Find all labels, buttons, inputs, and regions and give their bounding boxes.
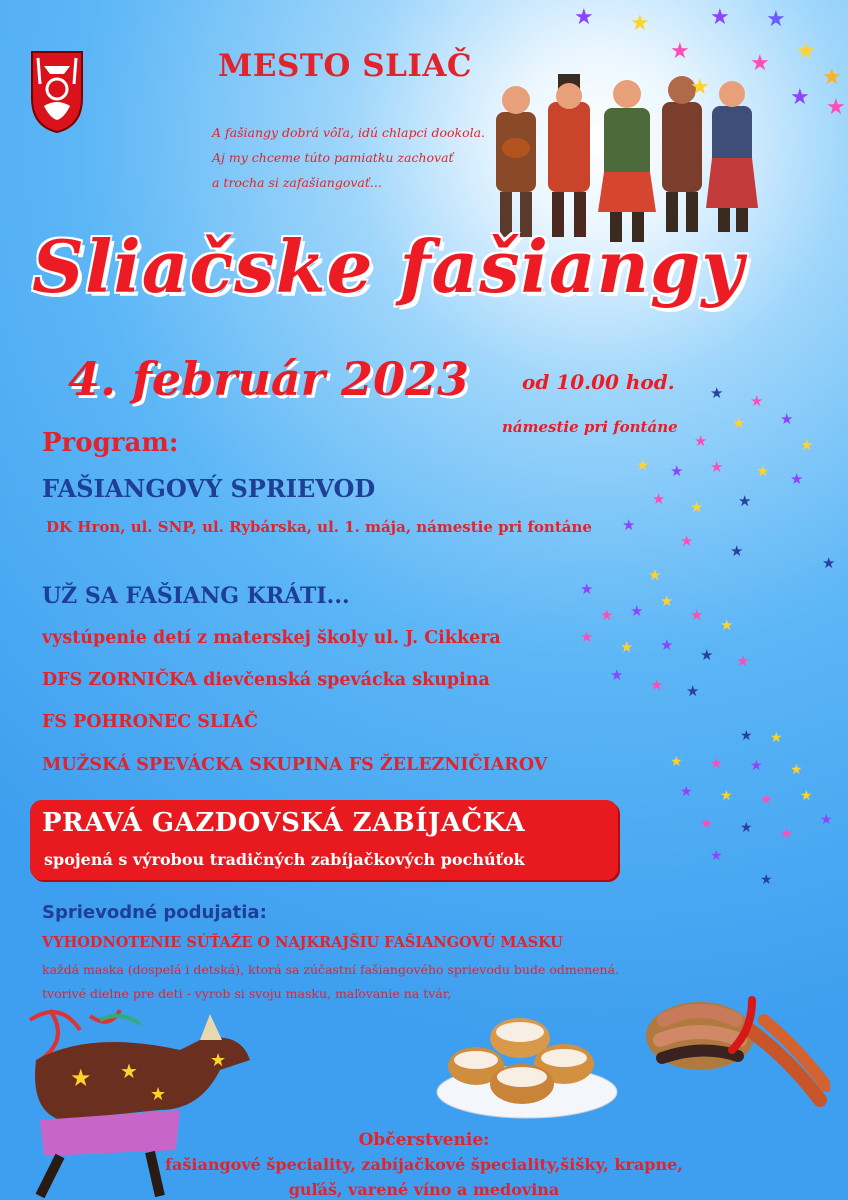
svg-text:★: ★ bbox=[710, 5, 730, 30]
svg-text:★: ★ bbox=[800, 436, 814, 454]
svg-text:★: ★ bbox=[820, 812, 833, 828]
town-coat-of-arms bbox=[30, 44, 84, 134]
svg-text:★: ★ bbox=[670, 754, 683, 770]
refreshments-line: fašiangové špeciality, zabíjačkové špeciality,šišky, krapne, bbox=[165, 1155, 683, 1174]
parade-heading: FAŠIANGOVÝ SPRIEVOD bbox=[42, 474, 376, 503]
performer-item: DFS ZORNIČKA dievčenská spevácka skupina bbox=[42, 670, 490, 690]
svg-text:★: ★ bbox=[686, 682, 700, 700]
performances-heading: UŽ SA FAŠIANG KRÁTI... bbox=[42, 583, 350, 609]
svg-text:★: ★ bbox=[690, 75, 710, 100]
mask-reward-note: každá maska (dospelá i detská), ktorá sa zúčastní fašiangového sprievodu bude odmenená. bbox=[42, 962, 620, 977]
verse-line: a trocha si zafašiangovať... bbox=[212, 175, 382, 190]
svg-text:★: ★ bbox=[650, 676, 664, 694]
banner-subtitle: spojená s výrobou tradičných zabíjačkových pochúťok bbox=[44, 850, 525, 869]
svg-text:★: ★ bbox=[580, 580, 594, 598]
svg-text:★: ★ bbox=[648, 566, 662, 584]
svg-text:★: ★ bbox=[790, 85, 810, 110]
svg-text:★: ★ bbox=[770, 730, 783, 746]
svg-text:★: ★ bbox=[750, 392, 764, 410]
svg-text:★: ★ bbox=[652, 490, 666, 508]
svg-text:★: ★ bbox=[70, 1064, 92, 1092]
event-time: od 10.00 hod. bbox=[522, 370, 675, 394]
svg-text:★: ★ bbox=[826, 95, 846, 120]
svg-text:★: ★ bbox=[780, 826, 793, 842]
refreshments-line: guľáš, varené víno a medovina bbox=[288, 1180, 560, 1199]
svg-text:★: ★ bbox=[822, 65, 842, 90]
svg-text:★: ★ bbox=[620, 638, 634, 656]
svg-text:★: ★ bbox=[680, 532, 694, 550]
svg-text:★: ★ bbox=[622, 516, 636, 534]
svg-text:★: ★ bbox=[710, 458, 724, 476]
svg-text:★: ★ bbox=[670, 39, 690, 64]
svg-text:★: ★ bbox=[210, 1050, 227, 1071]
svg-text:★: ★ bbox=[630, 11, 650, 36]
parade-route: DK Hron, ul. SNP, ul. Rybárska, ul. 1. mája, námestie pri fontáne bbox=[46, 518, 592, 536]
svg-text:★: ★ bbox=[700, 646, 714, 664]
svg-text:★: ★ bbox=[760, 792, 773, 808]
svg-text:★: ★ bbox=[720, 788, 733, 804]
svg-text:★: ★ bbox=[694, 432, 708, 450]
svg-text:★: ★ bbox=[790, 762, 803, 778]
svg-text:★: ★ bbox=[610, 666, 624, 684]
svg-text:★: ★ bbox=[732, 414, 746, 432]
accompanying-heading: Sprievodné podujatia: bbox=[42, 902, 267, 923]
svg-text:★: ★ bbox=[720, 616, 734, 634]
svg-text:★: ★ bbox=[790, 470, 804, 488]
svg-text:★: ★ bbox=[756, 462, 770, 480]
star-confetti-top bbox=[560, 0, 848, 130]
svg-text:★: ★ bbox=[630, 602, 644, 620]
svg-text:★: ★ bbox=[710, 848, 723, 864]
star-confetti-lower bbox=[650, 720, 840, 890]
banner-title: PRAVÁ GAZDOVSKÁ ZABÍJAČKA bbox=[42, 808, 526, 838]
event-place: námestie pri fontáne bbox=[502, 418, 678, 436]
svg-text:★: ★ bbox=[750, 51, 770, 76]
performer-item: vystúpenie detí z materskej školy ul. J. Cikkera bbox=[42, 628, 501, 648]
event-title: Sliačske fašiangy bbox=[32, 224, 745, 309]
svg-text:★: ★ bbox=[660, 592, 674, 610]
svg-text:★: ★ bbox=[580, 628, 594, 646]
performer-item: MUŽSKÁ SPEVÁCKA SKUPINA FS ŽELEZNIČIAROV bbox=[42, 755, 548, 775]
svg-text:★: ★ bbox=[670, 462, 684, 480]
verse-line: A fašiangy dobrá vôľa, idú chlapci dookola. bbox=[212, 125, 486, 140]
svg-text:★: ★ bbox=[738, 492, 752, 510]
svg-text:★: ★ bbox=[700, 816, 713, 832]
program-heading: Program: bbox=[42, 428, 179, 458]
refreshments-heading: Občerstvenie: bbox=[358, 1130, 490, 1150]
svg-text:★: ★ bbox=[796, 39, 816, 64]
svg-text:★: ★ bbox=[120, 1059, 138, 1083]
svg-text:★: ★ bbox=[780, 410, 794, 428]
svg-text:★: ★ bbox=[800, 788, 813, 804]
svg-text:★: ★ bbox=[822, 554, 836, 572]
svg-text:★: ★ bbox=[750, 758, 763, 774]
svg-text:★: ★ bbox=[574, 5, 594, 30]
svg-text:★: ★ bbox=[730, 542, 744, 560]
svg-text:★: ★ bbox=[740, 728, 753, 744]
svg-text:★: ★ bbox=[150, 1084, 167, 1105]
svg-text:★: ★ bbox=[766, 7, 786, 32]
svg-text:★: ★ bbox=[740, 820, 753, 836]
performer-item: FS POHRONEC SLIAČ bbox=[42, 712, 258, 732]
svg-text:★: ★ bbox=[600, 606, 614, 624]
workshops-note: tvorivé dielne pre deti - vyrob si svoju masku, maľovanie na tvár, bbox=[42, 986, 452, 1001]
event-date: 4. február 2023 bbox=[68, 352, 470, 406]
svg-text:★: ★ bbox=[710, 756, 723, 772]
svg-text:★: ★ bbox=[690, 498, 704, 516]
verse-line: Aj my chceme túto pamiatku zachovať bbox=[212, 150, 454, 165]
svg-text:★: ★ bbox=[690, 606, 704, 624]
svg-text:★: ★ bbox=[710, 384, 724, 402]
svg-text:★: ★ bbox=[736, 652, 750, 670]
svg-text:★: ★ bbox=[760, 872, 773, 888]
town-name: MESTO SLIAČ bbox=[218, 48, 473, 84]
svg-text:★: ★ bbox=[636, 456, 650, 474]
mask-contest: VYHODNOTENIE SÚŤAŽE O NAJKRAJŠIU FAŠIANGOVÚ MASKU bbox=[42, 934, 563, 951]
svg-text:★: ★ bbox=[660, 636, 674, 654]
svg-text:★: ★ bbox=[680, 784, 693, 800]
folk-verse bbox=[212, 120, 485, 195]
donuts-plate-illustration bbox=[432, 1010, 622, 1125]
sausages-illustration bbox=[640, 990, 830, 1110]
